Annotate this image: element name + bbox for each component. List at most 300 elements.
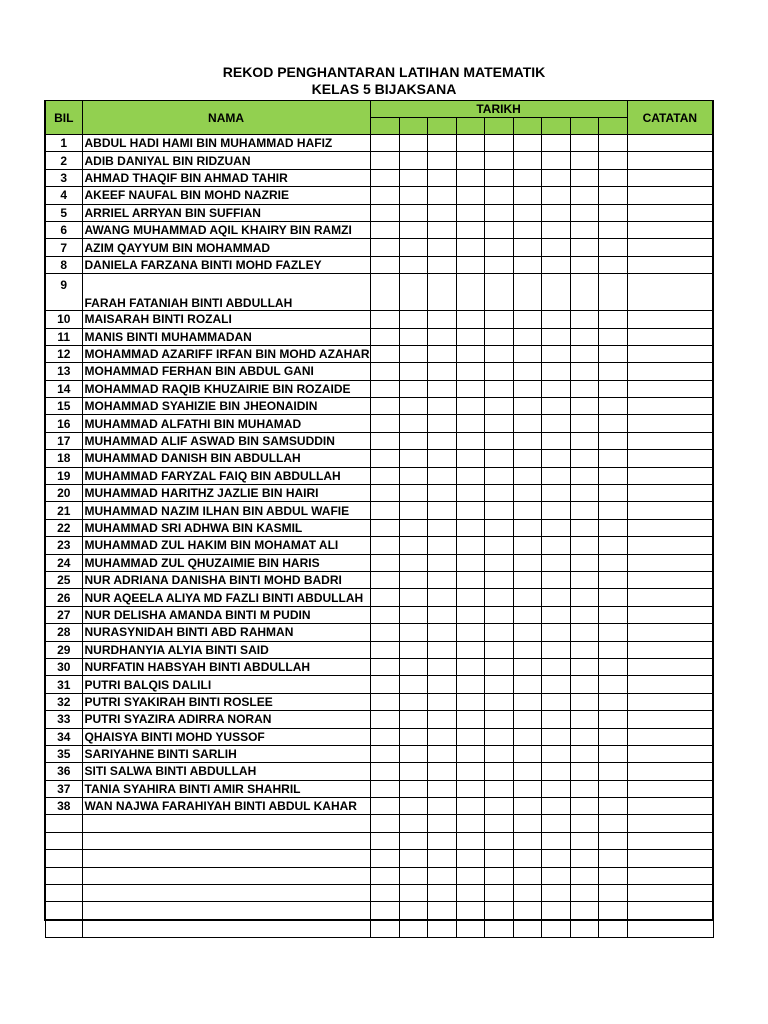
date-header-cell[interactable]	[541, 118, 570, 135]
date-cell[interactable]	[484, 256, 513, 273]
date-cell[interactable]	[541, 415, 570, 432]
date-cell[interactable]	[570, 832, 598, 849]
date-cell[interactable]	[399, 885, 427, 902]
date-cell[interactable]	[370, 728, 399, 745]
date-cell[interactable]	[513, 867, 541, 884]
date-cell[interactable]	[513, 311, 541, 328]
date-cell[interactable]	[570, 589, 598, 606]
date-cell[interactable]	[456, 432, 484, 449]
date-cell[interactable]	[484, 920, 513, 938]
date-cell[interactable]	[456, 519, 484, 536]
date-cell[interactable]	[513, 450, 541, 467]
date-cell[interactable]	[541, 658, 570, 675]
date-cell[interactable]	[598, 728, 627, 745]
date-cell[interactable]	[541, 274, 570, 311]
date-cell[interactable]	[598, 467, 627, 484]
catatan-cell[interactable]	[627, 467, 713, 484]
date-cell[interactable]	[399, 345, 427, 362]
date-cell[interactable]	[399, 867, 427, 884]
date-cell[interactable]	[456, 780, 484, 797]
date-cell[interactable]	[427, 624, 456, 641]
catatan-cell[interactable]	[627, 624, 713, 641]
catatan-cell[interactable]	[627, 885, 713, 902]
date-cell[interactable]	[370, 415, 399, 432]
date-cell[interactable]	[541, 152, 570, 169]
catatan-cell[interactable]	[627, 571, 713, 588]
date-cell[interactable]	[598, 920, 627, 938]
date-cell[interactable]	[541, 867, 570, 884]
date-cell[interactable]	[370, 187, 399, 204]
date-cell[interactable]	[570, 798, 598, 815]
date-cell[interactable]	[370, 815, 399, 832]
date-cell[interactable]	[427, 519, 456, 536]
date-cell[interactable]	[484, 363, 513, 380]
catatan-cell[interactable]	[627, 554, 713, 571]
date-cell[interactable]	[513, 571, 541, 588]
date-cell[interactable]	[513, 763, 541, 780]
date-cell[interactable]	[541, 311, 570, 328]
date-cell[interactable]	[570, 135, 598, 152]
date-cell[interactable]	[427, 867, 456, 884]
date-cell[interactable]	[598, 885, 627, 902]
date-cell[interactable]	[570, 711, 598, 728]
date-cell[interactable]	[598, 832, 627, 849]
date-cell[interactable]	[513, 606, 541, 623]
date-cell[interactable]	[370, 658, 399, 675]
date-cell[interactable]	[598, 432, 627, 449]
date-cell[interactable]	[570, 467, 598, 484]
catatan-cell[interactable]	[627, 415, 713, 432]
date-cell[interactable]	[541, 363, 570, 380]
date-cell[interactable]	[427, 920, 456, 938]
date-cell[interactable]	[427, 135, 456, 152]
date-cell[interactable]	[456, 537, 484, 554]
date-cell[interactable]	[370, 780, 399, 797]
date-cell[interactable]	[370, 169, 399, 186]
date-cell[interactable]	[513, 274, 541, 311]
date-cell[interactable]	[484, 554, 513, 571]
date-cell[interactable]	[513, 537, 541, 554]
date-cell[interactable]	[370, 345, 399, 362]
date-cell[interactable]	[484, 815, 513, 832]
date-cell[interactable]	[513, 658, 541, 675]
date-cell[interactable]	[456, 920, 484, 938]
date-cell[interactable]	[513, 204, 541, 221]
date-cell[interactable]	[484, 187, 513, 204]
date-cell[interactable]	[399, 135, 427, 152]
date-cell[interactable]	[427, 432, 456, 449]
date-cell[interactable]	[399, 728, 427, 745]
date-cell[interactable]	[456, 502, 484, 519]
date-cell[interactable]	[598, 850, 627, 867]
date-header-cell[interactable]	[484, 118, 513, 135]
catatan-cell[interactable]	[627, 589, 713, 606]
date-cell[interactable]	[570, 311, 598, 328]
date-cell[interactable]	[598, 363, 627, 380]
date-cell[interactable]	[456, 256, 484, 273]
date-cell[interactable]	[484, 571, 513, 588]
date-cell[interactable]	[484, 902, 513, 920]
date-cell[interactable]	[370, 221, 399, 238]
date-cell[interactable]	[541, 187, 570, 204]
date-cell[interactable]	[370, 589, 399, 606]
date-cell[interactable]	[570, 274, 598, 311]
date-cell[interactable]	[484, 537, 513, 554]
date-cell[interactable]	[513, 432, 541, 449]
date-cell[interactable]	[484, 328, 513, 345]
date-cell[interactable]	[513, 135, 541, 152]
date-cell[interactable]	[570, 152, 598, 169]
date-cell[interactable]	[456, 485, 484, 502]
date-cell[interactable]	[598, 606, 627, 623]
date-cell[interactable]	[427, 415, 456, 432]
date-cell[interactable]	[399, 711, 427, 728]
date-cell[interactable]	[427, 798, 456, 815]
date-cell[interactable]	[513, 380, 541, 397]
date-cell[interactable]	[598, 274, 627, 311]
date-cell[interactable]	[484, 589, 513, 606]
date-cell[interactable]	[399, 693, 427, 710]
date-cell[interactable]	[370, 867, 399, 884]
date-cell[interactable]	[541, 780, 570, 797]
date-cell[interactable]	[570, 920, 598, 938]
date-cell[interactable]	[513, 780, 541, 797]
date-cell[interactable]	[370, 274, 399, 311]
catatan-cell[interactable]	[627, 135, 713, 152]
date-cell[interactable]	[456, 624, 484, 641]
date-cell[interactable]	[427, 711, 456, 728]
date-cell[interactable]	[513, 519, 541, 536]
date-cell[interactable]	[570, 415, 598, 432]
date-cell[interactable]	[370, 256, 399, 273]
date-cell[interactable]	[370, 554, 399, 571]
date-cell[interactable]	[484, 221, 513, 238]
date-cell[interactable]	[427, 169, 456, 186]
date-cell[interactable]	[370, 502, 399, 519]
date-cell[interactable]	[427, 832, 456, 849]
date-cell[interactable]	[570, 398, 598, 415]
date-cell[interactable]	[541, 204, 570, 221]
date-cell[interactable]	[399, 798, 427, 815]
date-cell[interactable]	[456, 571, 484, 588]
date-cell[interactable]	[598, 239, 627, 256]
date-cell[interactable]	[427, 502, 456, 519]
date-cell[interactable]	[427, 728, 456, 745]
date-header-cell[interactable]	[598, 118, 627, 135]
date-cell[interactable]	[399, 311, 427, 328]
date-cell[interactable]	[399, 328, 427, 345]
date-cell[interactable]	[484, 432, 513, 449]
catatan-cell[interactable]	[627, 850, 713, 867]
date-header-cell[interactable]	[570, 118, 598, 135]
date-cell[interactable]	[484, 641, 513, 658]
date-cell[interactable]	[570, 345, 598, 362]
date-cell[interactable]	[370, 763, 399, 780]
date-cell[interactable]	[513, 239, 541, 256]
date-cell[interactable]	[399, 398, 427, 415]
date-cell[interactable]	[399, 502, 427, 519]
date-cell[interactable]	[570, 571, 598, 588]
date-cell[interactable]	[598, 815, 627, 832]
date-cell[interactable]	[456, 221, 484, 238]
date-cell[interactable]	[370, 832, 399, 849]
date-cell[interactable]	[456, 398, 484, 415]
catatan-cell[interactable]	[627, 169, 713, 186]
date-cell[interactable]	[541, 485, 570, 502]
date-cell[interactable]	[541, 519, 570, 536]
date-cell[interactable]	[456, 641, 484, 658]
catatan-cell[interactable]	[627, 256, 713, 273]
catatan-cell[interactable]	[627, 485, 713, 502]
date-cell[interactable]	[456, 169, 484, 186]
date-header-cell[interactable]	[456, 118, 484, 135]
date-cell[interactable]	[370, 711, 399, 728]
date-cell[interactable]	[513, 345, 541, 362]
date-cell[interactable]	[456, 832, 484, 849]
date-cell[interactable]	[484, 711, 513, 728]
date-cell[interactable]	[456, 152, 484, 169]
date-cell[interactable]	[541, 606, 570, 623]
date-cell[interactable]	[570, 380, 598, 397]
date-cell[interactable]	[513, 885, 541, 902]
date-cell[interactable]	[570, 537, 598, 554]
date-cell[interactable]	[370, 519, 399, 536]
date-cell[interactable]	[598, 537, 627, 554]
date-cell[interactable]	[370, 537, 399, 554]
date-cell[interactable]	[399, 204, 427, 221]
date-cell[interactable]	[427, 780, 456, 797]
date-cell[interactable]	[484, 415, 513, 432]
date-cell[interactable]	[541, 221, 570, 238]
date-cell[interactable]	[570, 485, 598, 502]
date-cell[interactable]	[570, 519, 598, 536]
date-cell[interactable]	[399, 641, 427, 658]
date-cell[interactable]	[427, 311, 456, 328]
date-cell[interactable]	[370, 432, 399, 449]
date-cell[interactable]	[570, 867, 598, 884]
date-cell[interactable]	[399, 850, 427, 867]
date-cell[interactable]	[427, 380, 456, 397]
date-cell[interactable]	[399, 274, 427, 311]
catatan-cell[interactable]	[627, 187, 713, 204]
date-cell[interactable]	[570, 221, 598, 238]
date-cell[interactable]	[598, 398, 627, 415]
date-cell[interactable]	[399, 485, 427, 502]
date-cell[interactable]	[598, 502, 627, 519]
date-cell[interactable]	[484, 606, 513, 623]
date-cell[interactable]	[370, 571, 399, 588]
date-cell[interactable]	[427, 485, 456, 502]
date-cell[interactable]	[399, 902, 427, 920]
date-cell[interactable]	[598, 152, 627, 169]
date-cell[interactable]	[456, 345, 484, 362]
date-cell[interactable]	[399, 239, 427, 256]
date-cell[interactable]	[598, 450, 627, 467]
date-cell[interactable]	[484, 204, 513, 221]
date-cell[interactable]	[570, 204, 598, 221]
date-cell[interactable]	[570, 554, 598, 571]
date-cell[interactable]	[399, 658, 427, 675]
date-cell[interactable]	[513, 745, 541, 762]
date-cell[interactable]	[570, 763, 598, 780]
date-cell[interactable]	[456, 693, 484, 710]
date-cell[interactable]	[427, 745, 456, 762]
date-cell[interactable]	[598, 902, 627, 920]
date-cell[interactable]	[570, 815, 598, 832]
date-cell[interactable]	[598, 135, 627, 152]
date-cell[interactable]	[427, 693, 456, 710]
date-cell[interactable]	[456, 187, 484, 204]
date-cell[interactable]	[484, 832, 513, 849]
date-cell[interactable]	[570, 328, 598, 345]
date-cell[interactable]	[541, 815, 570, 832]
date-cell[interactable]	[456, 363, 484, 380]
date-cell[interactable]	[598, 589, 627, 606]
date-cell[interactable]	[456, 798, 484, 815]
date-cell[interactable]	[427, 571, 456, 588]
date-cell[interactable]	[370, 624, 399, 641]
date-cell[interactable]	[541, 693, 570, 710]
date-cell[interactable]	[456, 311, 484, 328]
date-cell[interactable]	[484, 693, 513, 710]
date-cell[interactable]	[513, 711, 541, 728]
date-cell[interactable]	[598, 798, 627, 815]
date-cell[interactable]	[370, 380, 399, 397]
date-cell[interactable]	[484, 169, 513, 186]
catatan-cell[interactable]	[627, 328, 713, 345]
date-cell[interactable]	[570, 745, 598, 762]
date-cell[interactable]	[570, 256, 598, 273]
date-cell[interactable]	[370, 204, 399, 221]
date-cell[interactable]	[541, 589, 570, 606]
date-cell[interactable]	[484, 763, 513, 780]
date-cell[interactable]	[541, 624, 570, 641]
date-cell[interactable]	[513, 415, 541, 432]
date-cell[interactable]	[598, 380, 627, 397]
date-cell[interactable]	[570, 728, 598, 745]
catatan-cell[interactable]	[627, 363, 713, 380]
date-cell[interactable]	[570, 676, 598, 693]
date-cell[interactable]	[399, 467, 427, 484]
date-cell[interactable]	[456, 467, 484, 484]
date-cell[interactable]	[399, 624, 427, 641]
date-header-cell[interactable]	[399, 118, 427, 135]
date-cell[interactable]	[598, 711, 627, 728]
date-cell[interactable]	[456, 239, 484, 256]
date-cell[interactable]	[598, 641, 627, 658]
date-cell[interactable]	[456, 135, 484, 152]
date-cell[interactable]	[399, 571, 427, 588]
date-cell[interactable]	[541, 502, 570, 519]
date-cell[interactable]	[399, 832, 427, 849]
catatan-cell[interactable]	[627, 641, 713, 658]
date-cell[interactable]	[598, 676, 627, 693]
catatan-cell[interactable]	[627, 519, 713, 536]
date-cell[interactable]	[427, 274, 456, 311]
catatan-cell[interactable]	[627, 152, 713, 169]
date-cell[interactable]	[427, 450, 456, 467]
date-cell[interactable]	[427, 763, 456, 780]
date-cell[interactable]	[484, 624, 513, 641]
date-cell[interactable]	[598, 554, 627, 571]
date-cell[interactable]	[427, 204, 456, 221]
date-header-cell[interactable]	[427, 118, 456, 135]
date-cell[interactable]	[541, 345, 570, 362]
date-cell[interactable]	[570, 432, 598, 449]
date-cell[interactable]	[484, 152, 513, 169]
date-cell[interactable]	[427, 815, 456, 832]
date-cell[interactable]	[541, 728, 570, 745]
date-cell[interactable]	[570, 641, 598, 658]
date-cell[interactable]	[541, 239, 570, 256]
date-cell[interactable]	[570, 187, 598, 204]
date-cell[interactable]	[370, 485, 399, 502]
date-cell[interactable]	[513, 398, 541, 415]
date-cell[interactable]	[370, 745, 399, 762]
date-cell[interactable]	[484, 728, 513, 745]
date-cell[interactable]	[541, 169, 570, 186]
date-cell[interactable]	[484, 780, 513, 797]
date-cell[interactable]	[598, 658, 627, 675]
date-cell[interactable]	[399, 380, 427, 397]
date-cell[interactable]	[541, 450, 570, 467]
date-cell[interactable]	[456, 658, 484, 675]
date-cell[interactable]	[598, 693, 627, 710]
date-cell[interactable]	[513, 693, 541, 710]
date-cell[interactable]	[570, 693, 598, 710]
date-cell[interactable]	[513, 169, 541, 186]
date-cell[interactable]	[541, 380, 570, 397]
date-cell[interactable]	[456, 763, 484, 780]
catatan-cell[interactable]	[627, 693, 713, 710]
date-cell[interactable]	[484, 798, 513, 815]
date-cell[interactable]	[570, 850, 598, 867]
date-cell[interactable]	[541, 711, 570, 728]
date-cell[interactable]	[484, 450, 513, 467]
date-cell[interactable]	[427, 850, 456, 867]
catatan-cell[interactable]	[627, 676, 713, 693]
date-cell[interactable]	[484, 745, 513, 762]
date-cell[interactable]	[570, 780, 598, 797]
date-cell[interactable]	[399, 537, 427, 554]
date-cell[interactable]	[541, 745, 570, 762]
date-cell[interactable]	[456, 450, 484, 467]
date-cell[interactable]	[370, 311, 399, 328]
date-cell[interactable]	[399, 415, 427, 432]
date-cell[interactable]	[513, 152, 541, 169]
date-cell[interactable]	[399, 763, 427, 780]
date-cell[interactable]	[598, 328, 627, 345]
catatan-cell[interactable]	[627, 920, 713, 938]
date-cell[interactable]	[513, 221, 541, 238]
date-cell[interactable]	[399, 676, 427, 693]
date-cell[interactable]	[370, 850, 399, 867]
date-cell[interactable]	[370, 363, 399, 380]
date-cell[interactable]	[399, 169, 427, 186]
date-cell[interactable]	[598, 780, 627, 797]
date-cell[interactable]	[399, 519, 427, 536]
date-cell[interactable]	[484, 519, 513, 536]
date-cell[interactable]	[484, 502, 513, 519]
date-cell[interactable]	[484, 274, 513, 311]
date-cell[interactable]	[513, 467, 541, 484]
catatan-cell[interactable]	[627, 815, 713, 832]
date-cell[interactable]	[570, 450, 598, 467]
date-cell[interactable]	[598, 204, 627, 221]
date-cell[interactable]	[484, 867, 513, 884]
date-cell[interactable]	[370, 135, 399, 152]
date-cell[interactable]	[541, 902, 570, 920]
